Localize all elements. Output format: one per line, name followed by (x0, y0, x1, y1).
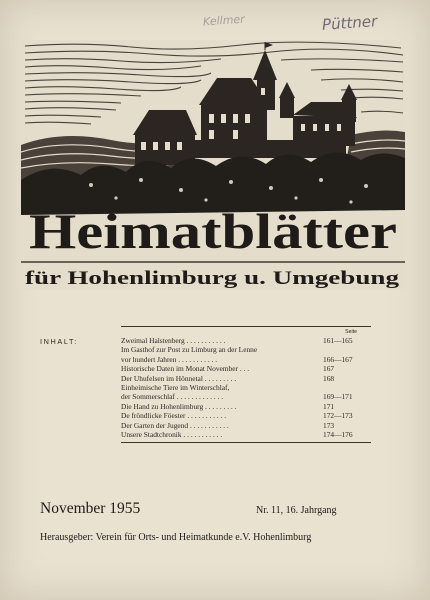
issue-number: Nr. 11, 16. Jahrgang (256, 505, 337, 516)
contents-label: INHALT: (40, 337, 78, 346)
pencil-annotation-large: Püttner (321, 12, 378, 34)
page-column-header: Seite (345, 329, 357, 335)
contents-list (121, 326, 371, 443)
pencil-annotation-small: Kellmer (202, 12, 246, 29)
contents-entry: Der Garten der Jugend . . . . . . . . . . . 173 (121, 420, 335, 430)
contents-entry: Zweimal Halstenberg . . . . . . . . . . . 161—165 (121, 336, 353, 345)
masthead-title: Heimatblätter (29, 203, 397, 259)
issue-date: November 1955 (40, 500, 141, 517)
woodcut-masthead (21, 40, 405, 290)
contents-entry: De fröndlicke Föester . . . . . . . . . . . 172—173 (121, 411, 353, 421)
contents-entry: Unsere Stadtchronik . . . . . . . . . . . 174—176 (121, 430, 353, 440)
contents-entry: Historische Daten im Monat November . . . 167 (121, 364, 335, 374)
masthead-subtitle: für Hohenlimburg u. Umgebung (25, 268, 400, 289)
publisher-line: Herausgeber: Verein für Orts- und Heimatkunde e.V. Hohenlimburg (40, 532, 312, 543)
contents-entry: Einheimische Tiere im Winterschlaf, der Sommerschlaf . . . . . . . . . . . . . 169—171 (121, 383, 353, 402)
contents-entry: Im Gasthof zur Post zu Limburg an der Lenne vor hundert Jahren . . . . . . . . . . . 166—167 (121, 345, 353, 364)
contents-entry: Der Uhufelsen im Hönnetal . . . . . . . . . 168 (121, 373, 335, 383)
castle-woodcut-illustration (21, 40, 405, 290)
contents-entry: Die Hand zu Hohenlimburg . . . . . . . . . 171 (121, 401, 335, 411)
